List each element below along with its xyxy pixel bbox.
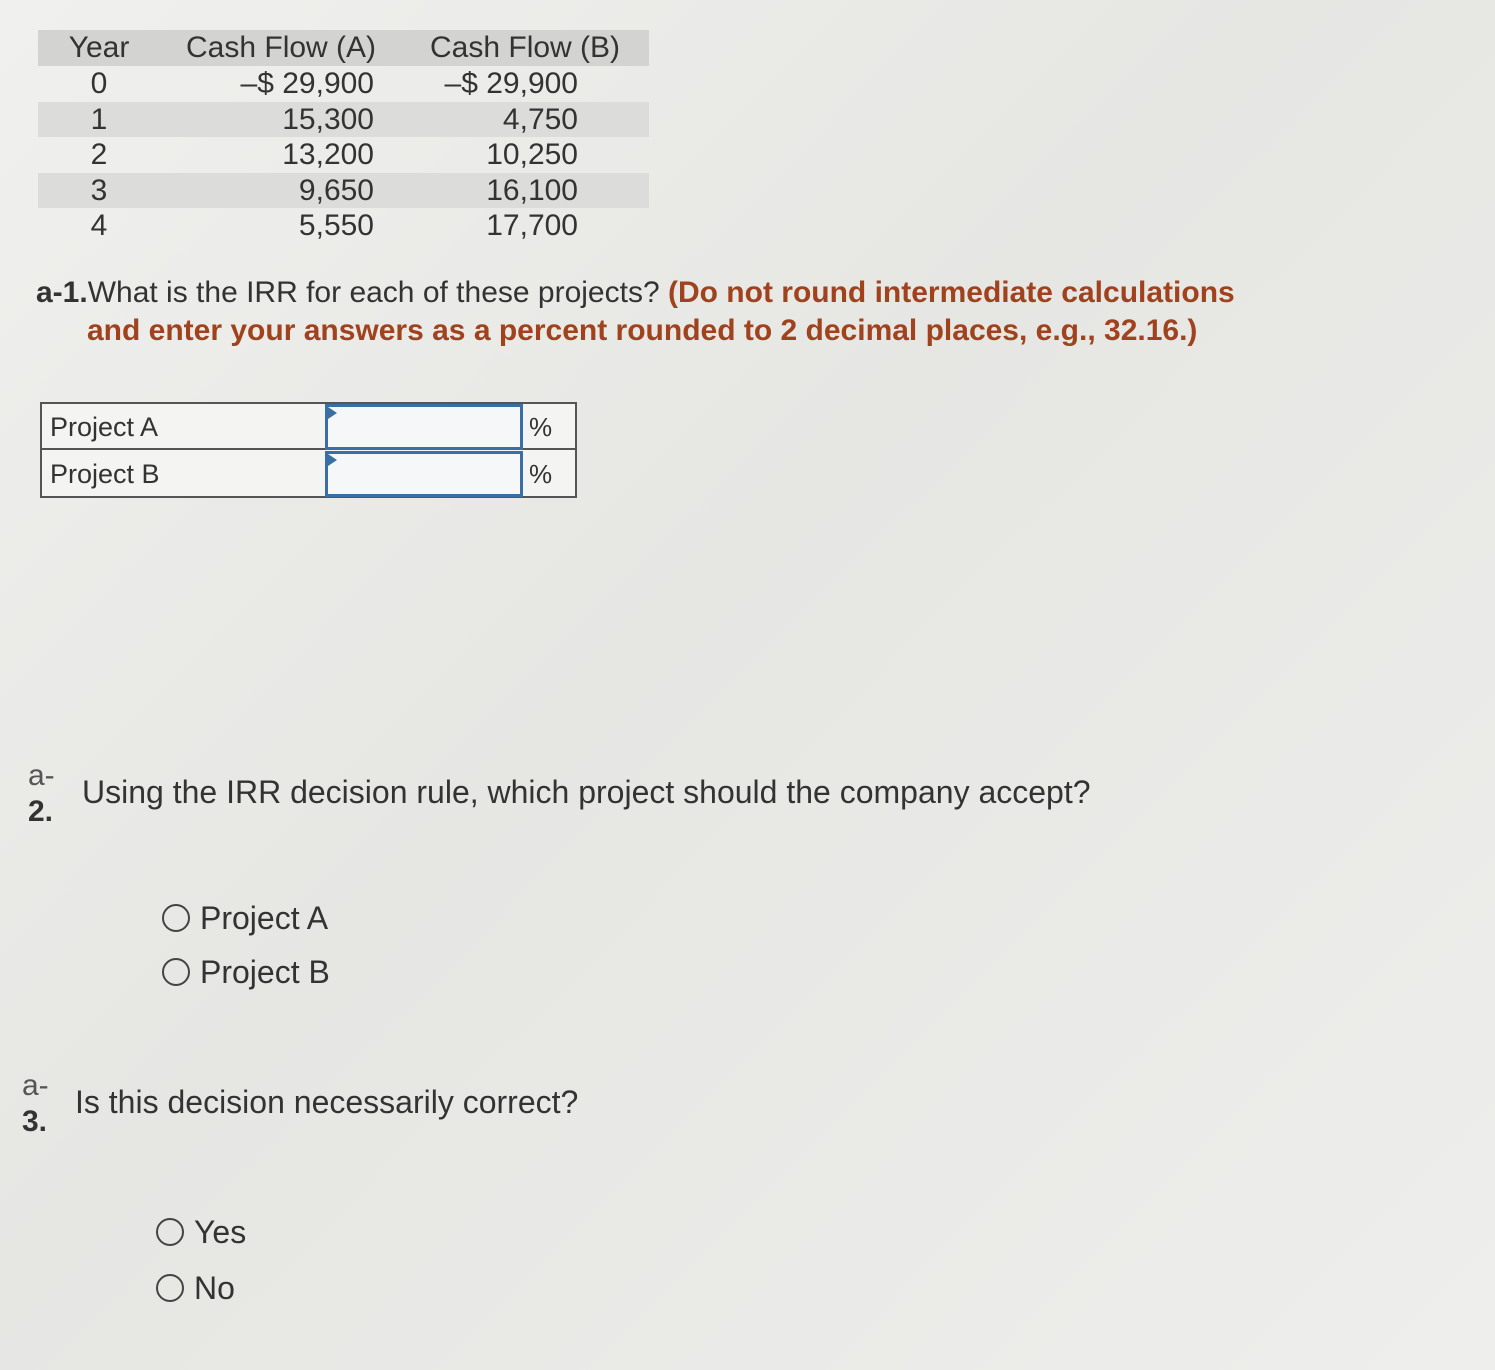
cash-flow-a-cell: 5,550	[298, 209, 374, 242]
answer-row-project-a	[42, 404, 577, 450]
cash-flow-a-cell: –$ 29,900	[240, 67, 374, 100]
percent-unit: %	[529, 412, 553, 442]
radio-option-project-b[interactable]	[162, 952, 330, 992]
cash-flow-b-cell: –$ 29,900	[444, 67, 578, 100]
answer-label: Project B	[50, 459, 160, 489]
table-row	[38, 102, 649, 138]
cash-flow-b-cell: 10,250	[486, 138, 578, 171]
answer-label: Project A	[50, 412, 159, 442]
table-header-row	[38, 30, 649, 66]
question-a3-prefix: a-	[22, 1069, 49, 1102]
cash-flow-b-cell: 16,100	[486, 173, 578, 207]
question-a1	[36, 274, 1326, 350]
radio-option-no[interactable]	[156, 1268, 235, 1308]
question-a3-number	[22, 1068, 49, 1140]
question-a3-text: Is this decision necessarily correct?	[75, 1084, 579, 1120]
question-a3-num: 3.	[22, 1105, 48, 1138]
irr-input-project-a[interactable]	[325, 404, 523, 450]
year-cell: 2	[90, 138, 108, 171]
cash-flow-b-cell: 17,700	[486, 209, 578, 242]
year-cell: 3	[90, 173, 108, 207]
irr-answer-table	[40, 402, 577, 498]
cash-flow-table	[38, 30, 649, 244]
year-cell: 1	[90, 102, 108, 136]
radio-label: Yes	[194, 1213, 247, 1250]
year-cell: 4	[90, 209, 108, 242]
radio-circle-icon[interactable]	[162, 904, 190, 932]
header-year: Year	[68, 31, 130, 64]
percent-unit: %	[529, 459, 553, 489]
header-cash-flow-b: Cash Flow (B)	[430, 31, 621, 64]
table-row	[38, 208, 649, 244]
cash-flow-a-cell: 13,200	[282, 138, 374, 171]
question-a1-text: What is the IRR for each of these projects?	[87, 276, 660, 309]
question-a1-note-line1: (Do not round intermediate calculations	[667, 276, 1235, 309]
question-a2-num: 2.	[28, 795, 54, 828]
table-row	[38, 66, 649, 102]
question-a2-prefix: a-	[28, 759, 55, 792]
radio-label: Project B	[200, 953, 330, 990]
question-a2-text: Using the IRR decision rule, which project should the company accept?	[82, 774, 1091, 810]
question-a1-note-line2: and enter your answers as a percent rounded to 2 decimal places, e.g., 32.16.)	[87, 314, 1198, 347]
question-a1-number: a-1.	[36, 276, 88, 309]
radio-option-project-a[interactable]	[162, 898, 328, 938]
table-row	[38, 173, 649, 209]
radio-label: No	[194, 1269, 235, 1306]
cash-flow-a-cell: 9,650	[298, 173, 374, 207]
radio-circle-icon[interactable]	[156, 1218, 184, 1246]
radio-circle-icon[interactable]	[162, 958, 190, 986]
table-row	[38, 137, 649, 173]
radio-circle-icon[interactable]	[156, 1274, 184, 1302]
cash-flow-a-cell: 15,300	[282, 102, 374, 136]
year-cell: 0	[90, 67, 108, 100]
answer-row-project-b	[42, 451, 577, 497]
cash-flow-b-cell: 4,750	[502, 102, 578, 136]
header-cash-flow-a: Cash Flow (A)	[186, 31, 377, 64]
question-a2-number	[28, 758, 55, 830]
irr-input-project-b[interactable]	[325, 451, 523, 497]
radio-option-yes[interactable]	[156, 1212, 246, 1252]
radio-label: Project A	[200, 899, 329, 936]
